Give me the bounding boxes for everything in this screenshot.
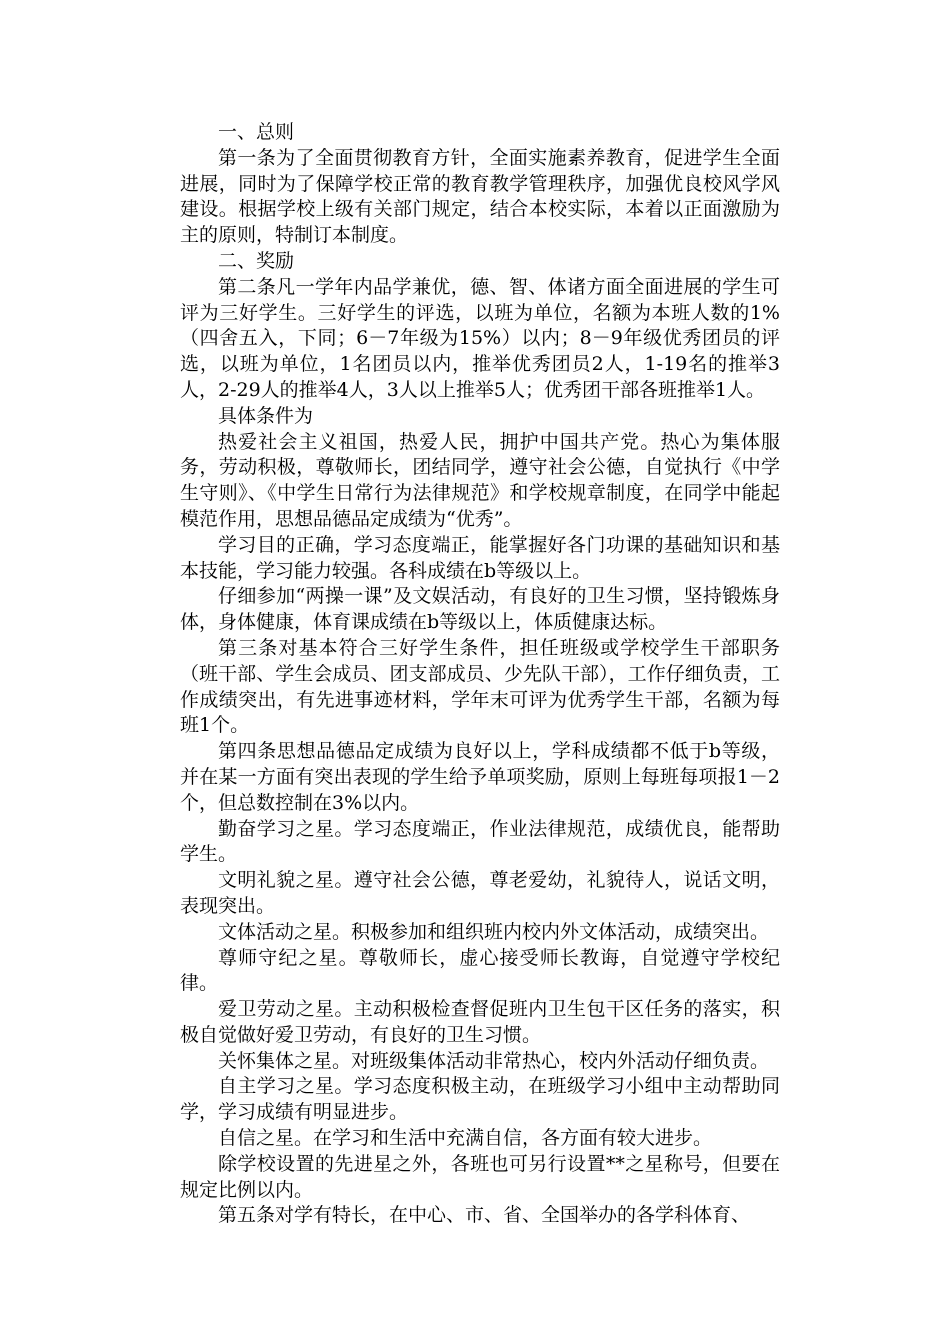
heading-rewards: 二、奖励 <box>218 249 295 272</box>
heading-general-provisions: 一、总则 <box>218 121 295 143</box>
article-2-paragraph: 第二条凡一学年内品学兼优，德、智、体诸方面全面进展的学生可评为三好学生。三好学生的评选，以班为单位，名额为本班人数的1%（四舍五入，下同；6－7年级为15%）以内；8－9年级优秀团员的评选，以班为单位，1名团员以内，推举优秀团员2人，1-19名的推举3人，2-29人的推举4人，3人以上推举5人；优秀团干部各班推举1人。 <box>180 275 780 401</box>
article-1-paragraph: 第一条为了全面贯彻教育方针，全面实施素养教育，促进学生全面进展，同时为了保障学校正常的教育教学管理秩序，加强优良校风学风建设。根据学校上级有关部门规定，结合本校实际，本着以正面激励为主的原则，特制订本制度。 <box>180 146 780 247</box>
specific-conditions-heading: 具体条件为 <box>218 404 314 427</box>
article-4-paragraph: 第四条思想品德品定成绩为良好以上，学科成绩都不低于b等级，并在某一方面有突出表现的学生给予单项奖励，原则上每班每项报1－2个，但总数控制在3%以内。 <box>180 740 780 814</box>
star-arts-sports: 文体活动之星。积极参加和组织班内校内外文体活动，成绩突出。 <box>218 920 770 943</box>
article-5-paragraph: 第五条对学有特长，在中心、市、省、全国举办的各学科体育、 <box>218 1204 751 1227</box>
star-collective-care: 关怀集体之星。对班级集体活动非常热心，校内外活动仔细负责。 <box>218 1049 770 1072</box>
document-body <box>180 120 780 1229</box>
condition-study-paragraph: 学习目的正确，学习态度端正，能掌握好各门功课的基础知识和基本技能，学习能力较强。各科成绩在b等级以上。 <box>180 533 780 582</box>
star-respect-discipline: 尊师守纪之星。尊敬师长，虚心接受师长教诲，自觉遵守学校纪律。 <box>180 946 780 995</box>
star-diligent-study: 勤奋学习之星。学习态度端正，作业法律规范，成绩优良，能帮助学生。 <box>180 817 780 866</box>
other-stars-note: 除学校设置的先进星之外，各班也可另行设置**之星称号，但要在规定比例以内。 <box>180 1152 780 1201</box>
star-confidence: 自信之星。在学习和生活中充满自信，各方面有较大进步。 <box>218 1127 713 1150</box>
article-3-paragraph: 第三条对基本符合三好学生条件，担任班级或学校学生干部职务（班干部、学生会成员、团支部成员、少先队干部），工作仔细负责，工作成绩突出，有先进事迹材料，学年末可评为优秀学生干部，名额为每班1个。 <box>180 636 780 737</box>
condition-moral-paragraph: 热爱社会主义祖国，热爱人民，拥护中国共产党。热心为集体服务，劳动积极，尊敬师长，团结同学，遵守社会公德，自觉执行《中学生守则》、《中学生日常行为法律规范》和学校规章制度，在同学中能起模范作用，思想品德品定成绩为“优秀”。 <box>180 430 780 530</box>
star-self-learning: 自主学习之星。学习态度积极主动，在班级学习小组中主动帮助同学，学习成绩有明显进步。 <box>180 1075 780 1124</box>
star-hygiene-labor: 爱卫劳动之星。主动积极检查督促班内卫生包干区任务的落实，积极自觉做好爱卫劳动，有良好的卫生习惯。 <box>180 998 780 1046</box>
condition-physical-paragraph: 仔细参加“两操一课”及文娱活动，有良好的卫生习惯，坚持锻炼身体，身体健康，体育课成绩在b等级以上，体质健康达标。 <box>180 585 780 634</box>
star-civility: 文明礼貌之星。遵守社会公德，尊老爱幼，礼貌待人，说话文明，表现突出。 <box>180 869 780 917</box>
